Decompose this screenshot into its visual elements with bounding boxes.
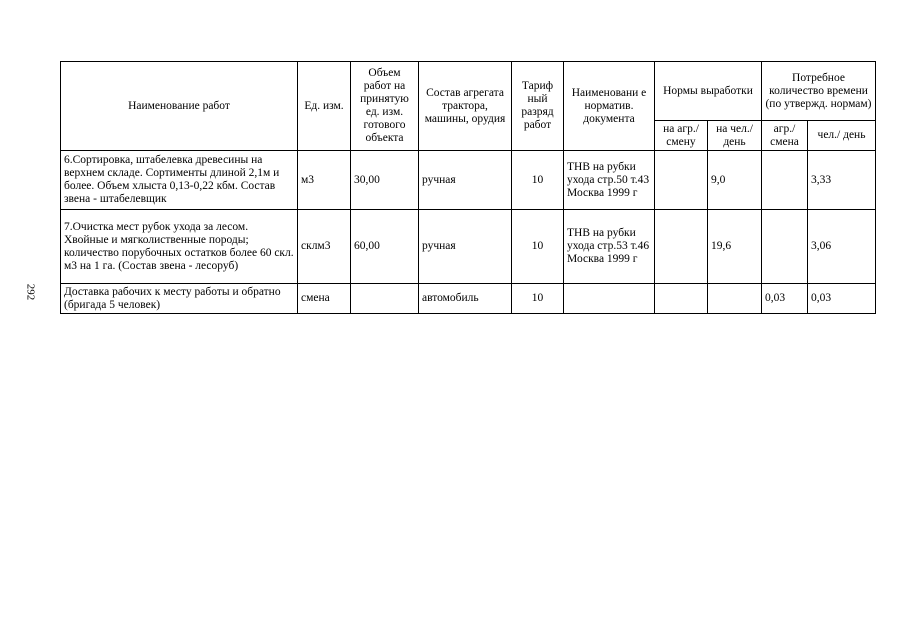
norm-chel: [708, 284, 762, 314]
time-agr: [762, 151, 808, 210]
unit: смена: [298, 284, 351, 314]
work-norms-table: [60, 61, 876, 314]
header-unit: Ед. изм.: [298, 62, 351, 151]
volume: 30,00: [351, 151, 419, 210]
document: ТНВ на рубки ухода стр.53 т.46 Москва 1999 г: [564, 210, 655, 284]
norm-agr: [655, 284, 708, 314]
tariff-grade: 10: [512, 210, 564, 284]
table-row: [61, 284, 876, 314]
time-chel: 3,33: [808, 151, 876, 210]
time-agr: [762, 210, 808, 284]
work-name: 7.Очистка мест рубок ухода за лесом. Хвойные и мягколиственные породы; количество порубочных остатков более 60 скл. м3 на 1 га. (Состав звена - лесоруб): [61, 210, 298, 284]
header-time-required: Потребное количество времени (по утвержд. нормам): [762, 62, 876, 121]
table-row: [61, 210, 876, 284]
header-output-norms: Нормы выработки: [655, 62, 762, 121]
header-volume: Объем работ на принятую ед. изм. готового объекта: [351, 62, 419, 151]
composition: автомобиль: [419, 284, 512, 314]
header-document: Наименовани е норматив. документа: [564, 62, 655, 151]
subheader-time-chel: чел./ день: [808, 121, 876, 151]
time-chel: 3,06: [808, 210, 876, 284]
volume: [351, 284, 419, 314]
norm-agr: [655, 210, 708, 284]
work-name: 6.Сортировка, штабелевка древесины на верхнем складе. Сортименты длиной 2,1м и более. Объем хлыста 0,13-0,22 кбм. Состав звена - штабелевщик: [61, 151, 298, 210]
header-tariff-grade: Тариф ный разряд работ: [512, 62, 564, 151]
unit: м3: [298, 151, 351, 210]
time-chel: 0,03: [808, 284, 876, 314]
work-name: Доставка рабочих к месту работы и обратно (бригада 5 человек): [61, 284, 298, 314]
header-work-name: Наименование работ: [61, 62, 298, 151]
document: ТНВ на рубки ухода стр.50 т.43 Москва 1999 г: [564, 151, 655, 210]
norm-chel: 9,0: [708, 151, 762, 210]
table-row: [61, 151, 876, 210]
norm-agr: [655, 151, 708, 210]
tariff-grade: 10: [512, 151, 564, 210]
norm-chel: 19,6: [708, 210, 762, 284]
header-row: [61, 62, 876, 121]
composition: ручная: [419, 210, 512, 284]
page-number: 292: [24, 283, 37, 301]
composition: ручная: [419, 151, 512, 210]
unit: склм3: [298, 210, 351, 284]
time-agr: 0,03: [762, 284, 808, 314]
subheader-time-agr: агр./ смена: [762, 121, 808, 151]
subheader-norm-chel: на чел./ день: [708, 121, 762, 151]
document: [564, 284, 655, 314]
volume: 60,00: [351, 210, 419, 284]
subheader-norm-agr: на агр./ смену: [655, 121, 708, 151]
header-composition: Состав агрегата трактора, машины, орудия: [419, 62, 512, 151]
tariff-grade: 10: [512, 284, 564, 314]
